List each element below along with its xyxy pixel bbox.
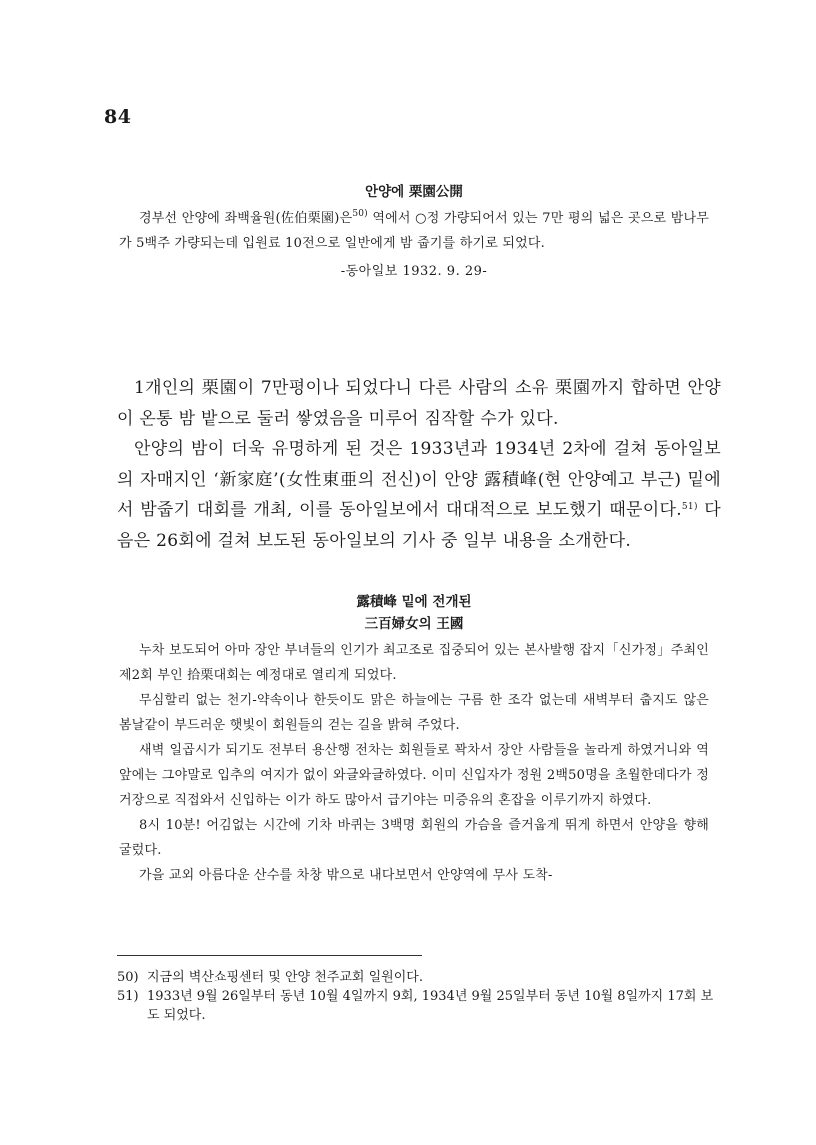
clipping-paragraph: 새벽 일곱시가 되기도 전부터 용산행 전차는 회원들로 꽉차서 장안 사람들을 놀라게 하였거니와 역 앞에는 그야말로 입추의 여지가 없이 와글와글하였다. 이미 신입자가 정원 2백50명을 초월한데다가 정거장으로 직접와서 신입하는 이가 하도 많아서 급기야는 미증유의 혼잡을 이루기까지 하였다. (119, 743, 709, 808)
footnote-text: 1933년 9월 26일부터 동년 10월 4일까지 9회, 1934년 9월 25일부터 동년 10월 8일까지 17회 보도 되었다. (147, 989, 714, 1023)
footnote-ref-50: 50) (352, 209, 368, 219)
clipping-title-line-1: 露積峰 밑에 전개된 (356, 594, 472, 610)
body-text: 다음은 26회에 걸쳐 보도된 동아일보의 기사 중 일부 내용을 소개한다. (117, 500, 721, 551)
clipping-paragraph: 무심할리 없는 천기-약속이나 한듯이도 맑은 하늘에는 구름 한 조각 없는데 새벽부터 춥지도 않은 봄날같이 부드러운 햇빛이 회원들의 걷는 길을 밝혀 주었다. (119, 693, 709, 733)
footnote-divider (117, 955, 422, 956)
clipping-title-line-2: 三百婦女의 王國 (364, 616, 464, 632)
body-paragraph (117, 434, 721, 556)
footnote-item (117, 968, 721, 987)
main-text (117, 373, 721, 556)
footnotes (117, 968, 721, 1025)
news-clipping-1 (119, 180, 709, 279)
clipping-text: 역에서 ○정 가량되어서 있는 7만 평의 넓은 곳으로 밤나무가 5백주 가량되는데 입원료 10전으로 일반에게 밤 줍기를 하기로 되었다. (119, 211, 709, 251)
body-paragraph: 1개인의 栗園이 7만평이나 되었다니 다른 사람의 소유 栗園까지 합하면 안양이 온통 밤 밭으로 둘러 쌓였음을 미루어 짐작할 수가 있다. (117, 378, 721, 429)
footnote-number: 50) (117, 970, 139, 985)
clipping-source: -동아일보 1932. 9. 29- (340, 264, 488, 279)
clipping-title: 안양에 栗園公開 (365, 184, 463, 200)
page-number: 84 (104, 106, 132, 128)
clipping-paragraph: 누차 보도되어 아마 장안 부녀들의 인기가 최고조로 집중되어 있는 본사발행 잡지「신가정」주최인 제2회 부인 拾栗대회는 예정대로 열리게 되었다. (119, 643, 709, 683)
clipping-text: 경부선 안양에 좌백율원(佐伯栗園)은 (139, 211, 353, 226)
footnote-item (117, 987, 721, 1025)
footnote-ref-51: 51) (681, 502, 698, 512)
news-clipping-2 (119, 590, 709, 888)
clipping-paragraph (119, 206, 709, 256)
footnote-text: 지금의 벽산쇼핑센터 및 안양 천주교회 일원이다. (147, 970, 423, 985)
clipping-paragraph: 가을 교외 아름다운 산수를 차창 밖으로 내다보면서 안양역에 무사 도착- (139, 868, 553, 883)
footnote-number: 51) (117, 989, 139, 1004)
clipping-paragraph: 8시 10분! 어김없는 시간에 기차 바퀴는 3백명 회원의 가슴을 즐거웁게 뛰게 하면서 안양을 향해 굴렀다. (119, 818, 709, 858)
body-text: 안양의 밤이 더욱 유명하게 된 것은 1933년과 1934년 2차에 걸쳐 동아일보의 자매지인 ‘新家庭’(女性東亜의 전신)이 안양 露積峰(현 안양예고 부근) 밑에서 밤줍기 대회를 개최, 이를 동아일보에서 대대적으로 보도했기 때문이다. (117, 439, 721, 520)
